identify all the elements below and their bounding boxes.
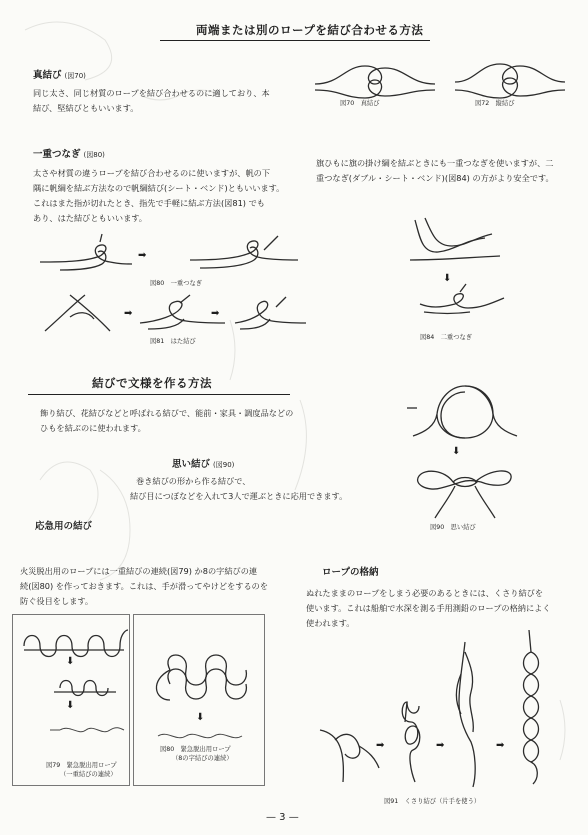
granny-knot-illustration [450,54,570,104]
arrow-down-icon: ⬇ [452,446,461,457]
arrow-down-icon: ⬇ [66,656,75,667]
section-heading-joining: 両端または別のロープを結び合わせる方法 [196,23,424,37]
overhand-knot-chain-illustration [20,626,130,756]
omoi-knot-text: 巻き結びの形から作る結びで、 結び目につぼなどを入れて3人で運ぶときに応用できます。 [130,476,348,501]
sheet-bend-illustration [40,232,300,282]
rope-storage-title: ロープの格納 [322,567,379,578]
fig80-caption: 図80 一重つなぎ [150,280,203,287]
fig81-caption: 図81 はた結び [150,338,196,345]
sheet-bend-title: 一重つなぎ (図80) [33,149,105,160]
chain-sinnet-illustration [315,622,570,792]
arrow-icon: ➡ [211,308,220,319]
fig72-caption: 図72 縦結び [475,100,515,107]
arrow-icon: ➡ [138,250,147,261]
arrow-icon: ➡ [496,740,505,751]
decorative-intro-text: 飾り結び、花結びなどと呼ばれる結びで、能前・家具・調度品などの ひもを結ぶのに使われます。 [40,408,294,433]
rope-storage-text: ぬれたままのロープをしまう必要のあるときには、くさり結びを 使います。これは船舶で水深を測る手用測鉛のロープの格納によく 使われます。 [306,588,551,628]
section-heading-decorative: 結びで文様を作る方法 [92,376,212,390]
arrow-icon: ➡ [436,740,445,751]
reef-knot-text: 同じ太さ、同じ材質のロープを結び合わせるのに適しており、本 結び、堅結びともいいます。 [33,88,270,113]
arrow-icon: ➡ [124,308,133,319]
reef-knot-title: 真結び (図70) [33,70,86,81]
fig80b-caption: 図80 緊急脱出用ロープ （8の字結びの連続） [160,746,233,762]
emergency-text: 火災脱出用のロープには一重結びの連続(図79) か8の字結びの連 続(図80) を作っておきます。これは、手が滑ってやけどをするのを 防ぐ役目をします。 [20,566,269,606]
fig90-caption: 図90 思い結び [430,524,476,531]
heading-rule [28,394,290,395]
omoi-knot-title: 思い結び (図90) [172,459,235,470]
arrow-down-icon: ⬇ [66,700,75,711]
fig84-caption: 図84 二重つなぎ [420,334,473,341]
arrow-down-icon: ⬇ [443,273,452,284]
reef-knot-illustration [310,54,440,104]
omoi-knot-illustration [405,378,525,523]
fig70-caption: 図70 真結び [340,100,380,107]
fig91-caption: 図91 くさり結び（片手を使う） [384,798,481,805]
double-sheet-bend-text: 旗ひもに旗の掛け綱を結ぶときにも一重つなぎを使いますが、二 重つなぎ(ダブル・シート・ベンド)(図84) の方がより安全です。 [316,158,554,183]
double-sheet-bend-illustration [400,208,510,338]
arrow-icon: ➡ [376,740,385,751]
arrow-down-icon: ⬇ [196,712,205,723]
sheet-bend-text: 太さや材質の違うロープを結び合わせるのに使いますが、帆の下 隅に帆綱を結ぶ方法なので帆綱結び(シート・ベンド)ともいいます。 これはまた指が切れたとき、指先で手軽に結ぶ方法(図81) でも あり、はた結びともいいます。 [33,168,285,223]
page-number: — 3 — [266,812,299,823]
heading-rule [160,40,430,41]
figure-eight-chain-illustration [140,640,260,750]
fig79-caption: 図79 緊急脱出用ロープ （一重結びの連続） [46,762,117,778]
weavers-knot-illustration [40,293,310,338]
emergency-knot-title: 応急用の結び [35,521,93,532]
